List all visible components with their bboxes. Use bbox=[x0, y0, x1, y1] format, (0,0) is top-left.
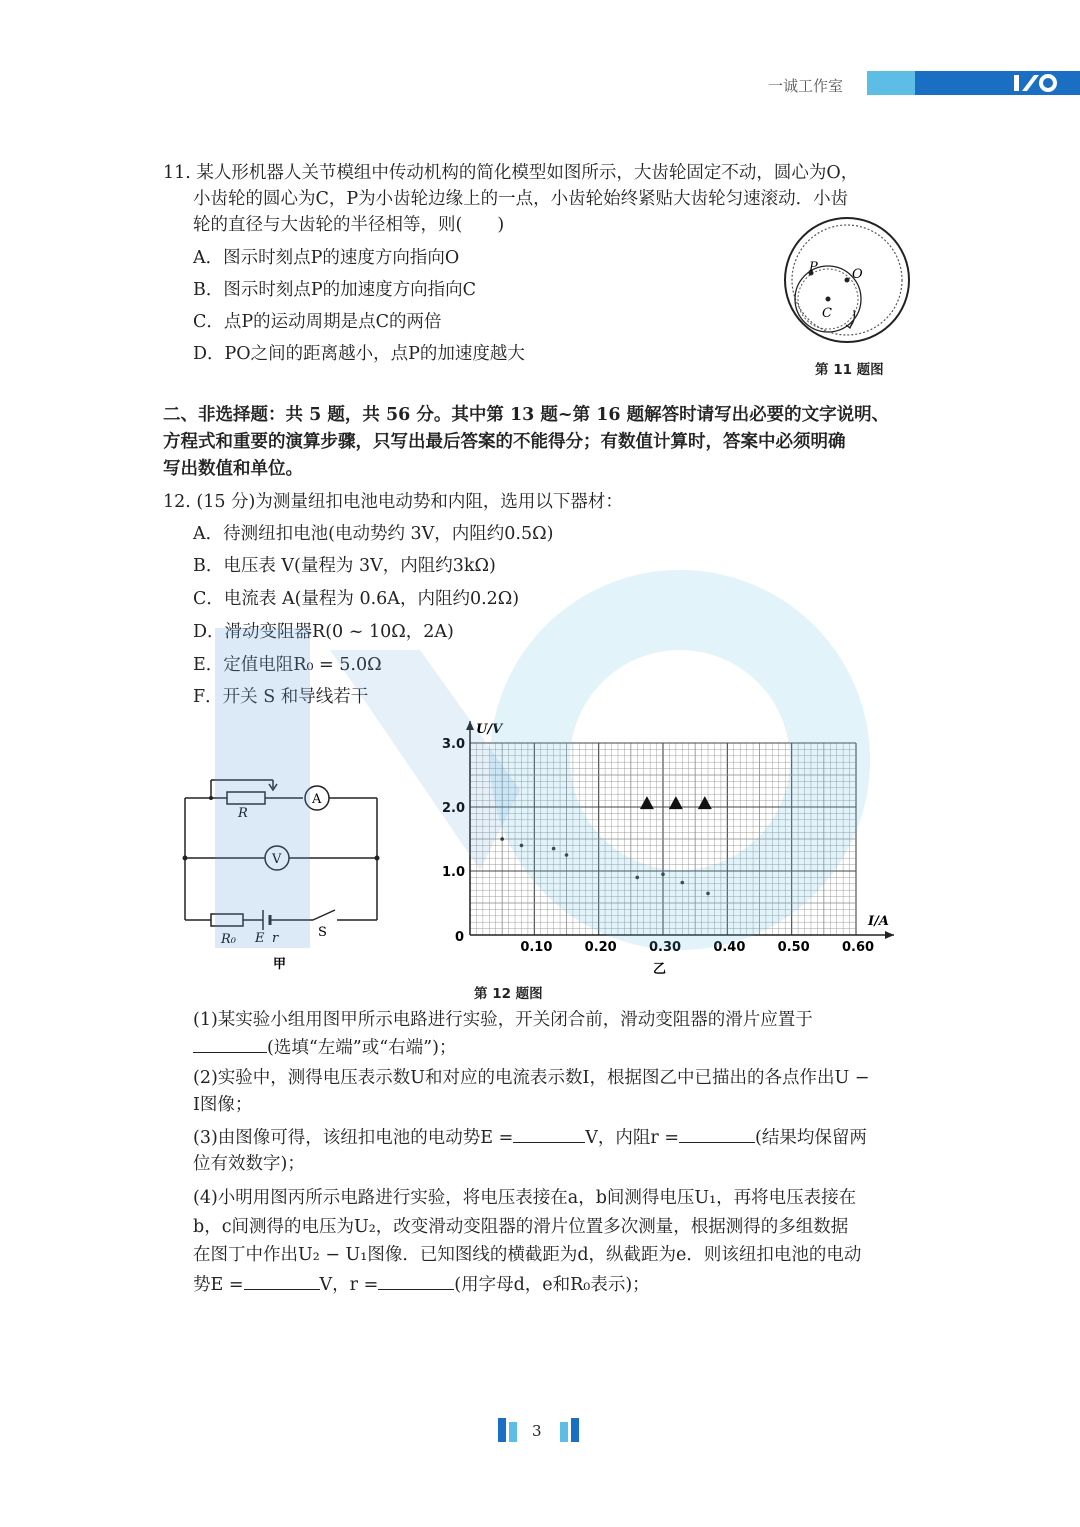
answer-blank-1[interactable] bbox=[193, 1034, 267, 1053]
x-tick-label: 0.20 bbox=[584, 940, 617, 955]
q12-sub1-line2 bbox=[193, 1034, 456, 1061]
q12-sub3-text-c: (结果均保留两 bbox=[755, 1128, 867, 1148]
page-number: 3 bbox=[532, 1422, 542, 1440]
q12-figure-caption: 第 12 题图 bbox=[474, 986, 543, 1002]
q12-sub4-line2: b，c间测得的电压为U₂，改变滑动变阻器的滑片位置多次测量，根据测得的多组数据 bbox=[193, 1217, 849, 1237]
data-point-triangle bbox=[640, 796, 654, 809]
x-tick-label: 0.30 bbox=[649, 940, 682, 955]
data-point-dot bbox=[520, 844, 524, 848]
x-tick-label: 0.60 bbox=[842, 940, 875, 955]
q11-option-a: A．图示时刻点P的速度方向指向O bbox=[193, 248, 460, 268]
q12-sub4-text-e: V，r = bbox=[319, 1275, 379, 1295]
q11-option-c: C．点P的运动周期是点C的两倍 bbox=[193, 312, 442, 332]
answer-blank-e4[interactable] bbox=[244, 1271, 320, 1290]
gear-label-o: O bbox=[852, 267, 863, 282]
data-point-dot bbox=[500, 837, 504, 841]
emf-label: E bbox=[255, 931, 265, 946]
q12-option-e: E．定值电阻R₀ = 5.0Ω bbox=[193, 655, 382, 675]
ui-graph bbox=[435, 715, 905, 985]
internal-r-label: r bbox=[272, 931, 279, 946]
q11-gear-figure bbox=[780, 215, 920, 355]
q11-figure-caption: 第 11 题图 bbox=[815, 362, 884, 378]
section2-line3: 写出数值和单位。 bbox=[163, 459, 303, 479]
rheostat-label: R bbox=[238, 806, 248, 821]
q12-sub4-text-f: (用字母d，e和R₀表示)； bbox=[454, 1275, 650, 1295]
x-tick-label: 0.10 bbox=[520, 940, 553, 955]
q12-option-d: D．滑动变阻器R(0 ~ 10Ω，2A) bbox=[193, 622, 454, 642]
q11-stem-line3: 轮的直径与大齿轮的半径相等，则( ) bbox=[193, 215, 505, 235]
voltmeter-label: V bbox=[272, 852, 282, 867]
q11-stem-line1: 11. 某人形机器人关节模组中传动机构的简化模型如图所示，大齿轮固定不动，圆心为O， bbox=[163, 163, 859, 183]
circuit-diagram bbox=[175, 770, 390, 975]
header-accent-bar bbox=[867, 71, 915, 95]
answer-blank-r4[interactable] bbox=[378, 1271, 454, 1290]
q12-sub4-line3: 在图丁中作出U₂ − U₁图像．已知图线的横截距为d，纵截距为e．则该纽扣电池的电动 bbox=[193, 1245, 862, 1265]
circuit-caption: 甲 bbox=[273, 957, 287, 972]
q12-sub3-line1 bbox=[193, 1124, 867, 1151]
q12-sub3-text-a: (3)由图像可得，该纽扣电池的电动势E = bbox=[193, 1128, 514, 1148]
q12-sub3-text-b: V，内阻r = bbox=[585, 1128, 680, 1148]
q12-sub1-line1: (1)某实验小组用图甲所示电路进行实验，开关闭合前，滑动变阻器的滑片应置于 bbox=[193, 1010, 813, 1030]
q12-sub2-line1: (2)实验中，测得电压表示数U和对应的电流表示数I，根据图乙中已描出的各点作出U − bbox=[193, 1068, 870, 1088]
studio-title: 一诚工作室 bbox=[768, 77, 844, 95]
q12-sub4-text-d: 势E = bbox=[193, 1275, 244, 1295]
r0-label: R₀ bbox=[221, 932, 236, 947]
brand-logo bbox=[1006, 71, 1080, 95]
answer-blank-r[interactable] bbox=[679, 1124, 755, 1143]
q12-option-b: B．电压表 V(量程为 3V，内阻约3kΩ) bbox=[193, 556, 496, 576]
q12-option-a: A．待测纽扣电池(电动势约 3V，内阻约0.5Ω) bbox=[193, 524, 554, 544]
y-axis-arrow bbox=[466, 721, 474, 730]
q12-option-f: F．开关 S 和导线若干 bbox=[193, 687, 369, 707]
x-axis-arrow bbox=[885, 931, 894, 939]
x-axis-label: I/A bbox=[868, 914, 889, 929]
gear-label-p: P bbox=[809, 260, 818, 275]
y-tick-label: 2.0 bbox=[442, 801, 466, 816]
graph-caption: 乙 bbox=[653, 962, 667, 977]
data-point-triangle bbox=[669, 796, 683, 809]
data-point-dot bbox=[681, 881, 685, 885]
gear-label-c: C bbox=[822, 306, 832, 321]
section2-line2: 方程式和重要的演算步骤，只写出最后答案的不能得分；有数值计算时，答案中必须明确 bbox=[163, 432, 846, 452]
data-point-dot bbox=[635, 876, 639, 880]
q12-sub3-line2: 位有效数字)； bbox=[193, 1154, 305, 1174]
y-tick-label: 1.0 bbox=[442, 865, 466, 880]
q12-option-c: C．电流表 A(量程为 0.6A，内阻约0.2Ω) bbox=[193, 589, 520, 609]
y-tick-label: 3.0 bbox=[442, 737, 466, 752]
answer-blank-emf[interactable] bbox=[513, 1124, 585, 1143]
data-point-dot bbox=[706, 892, 710, 896]
q12-sub4-line1: (4)小明用图丙所示电路进行实验，将电压表接在a，b间测得电压U₁，再将电压表接在 bbox=[193, 1188, 857, 1208]
q12-sub1-hint: (选填“左端”或“右端”)； bbox=[267, 1038, 457, 1058]
data-point-dot bbox=[661, 872, 665, 876]
x-tick-label: 0.50 bbox=[777, 940, 810, 955]
footer-bar-left bbox=[498, 1418, 518, 1442]
section2-line1: 二、非选择题：共 5 题，共 56 分。其中第 13 题~第 16 题解答时请写出必要的文字说明、 bbox=[163, 405, 890, 425]
q11-option-d: D．PO之间的距离越小，点P的加速度越大 bbox=[193, 344, 525, 364]
origin-label: 0 bbox=[455, 930, 465, 945]
switch-label: S bbox=[318, 925, 327, 940]
q12-sub4-line4 bbox=[193, 1271, 650, 1298]
footer-bar-right bbox=[560, 1418, 582, 1442]
q12-sub2-line2: I图像； bbox=[193, 1095, 253, 1115]
q11-stem-line2: 小齿轮的圆心为C，P为小齿轮边缘上的一点，小齿轮始终紧贴大齿轮匀速滚动．小齿 bbox=[193, 189, 849, 209]
q12-intro: 12. (15 分)为测量纽扣电池电动势和内阻，选用以下器材： bbox=[163, 492, 623, 512]
x-tick-label: 0.40 bbox=[713, 940, 746, 955]
data-point-dot bbox=[552, 847, 556, 851]
ammeter-label: A bbox=[312, 792, 322, 807]
data-point-triangle bbox=[698, 796, 712, 809]
brand-logo-icon bbox=[1006, 71, 1080, 95]
q11-option-b: B．图示时刻点P的加速度方向指向C bbox=[193, 280, 477, 300]
y-axis-label: U/V bbox=[476, 722, 503, 737]
data-point-dot bbox=[565, 853, 569, 857]
